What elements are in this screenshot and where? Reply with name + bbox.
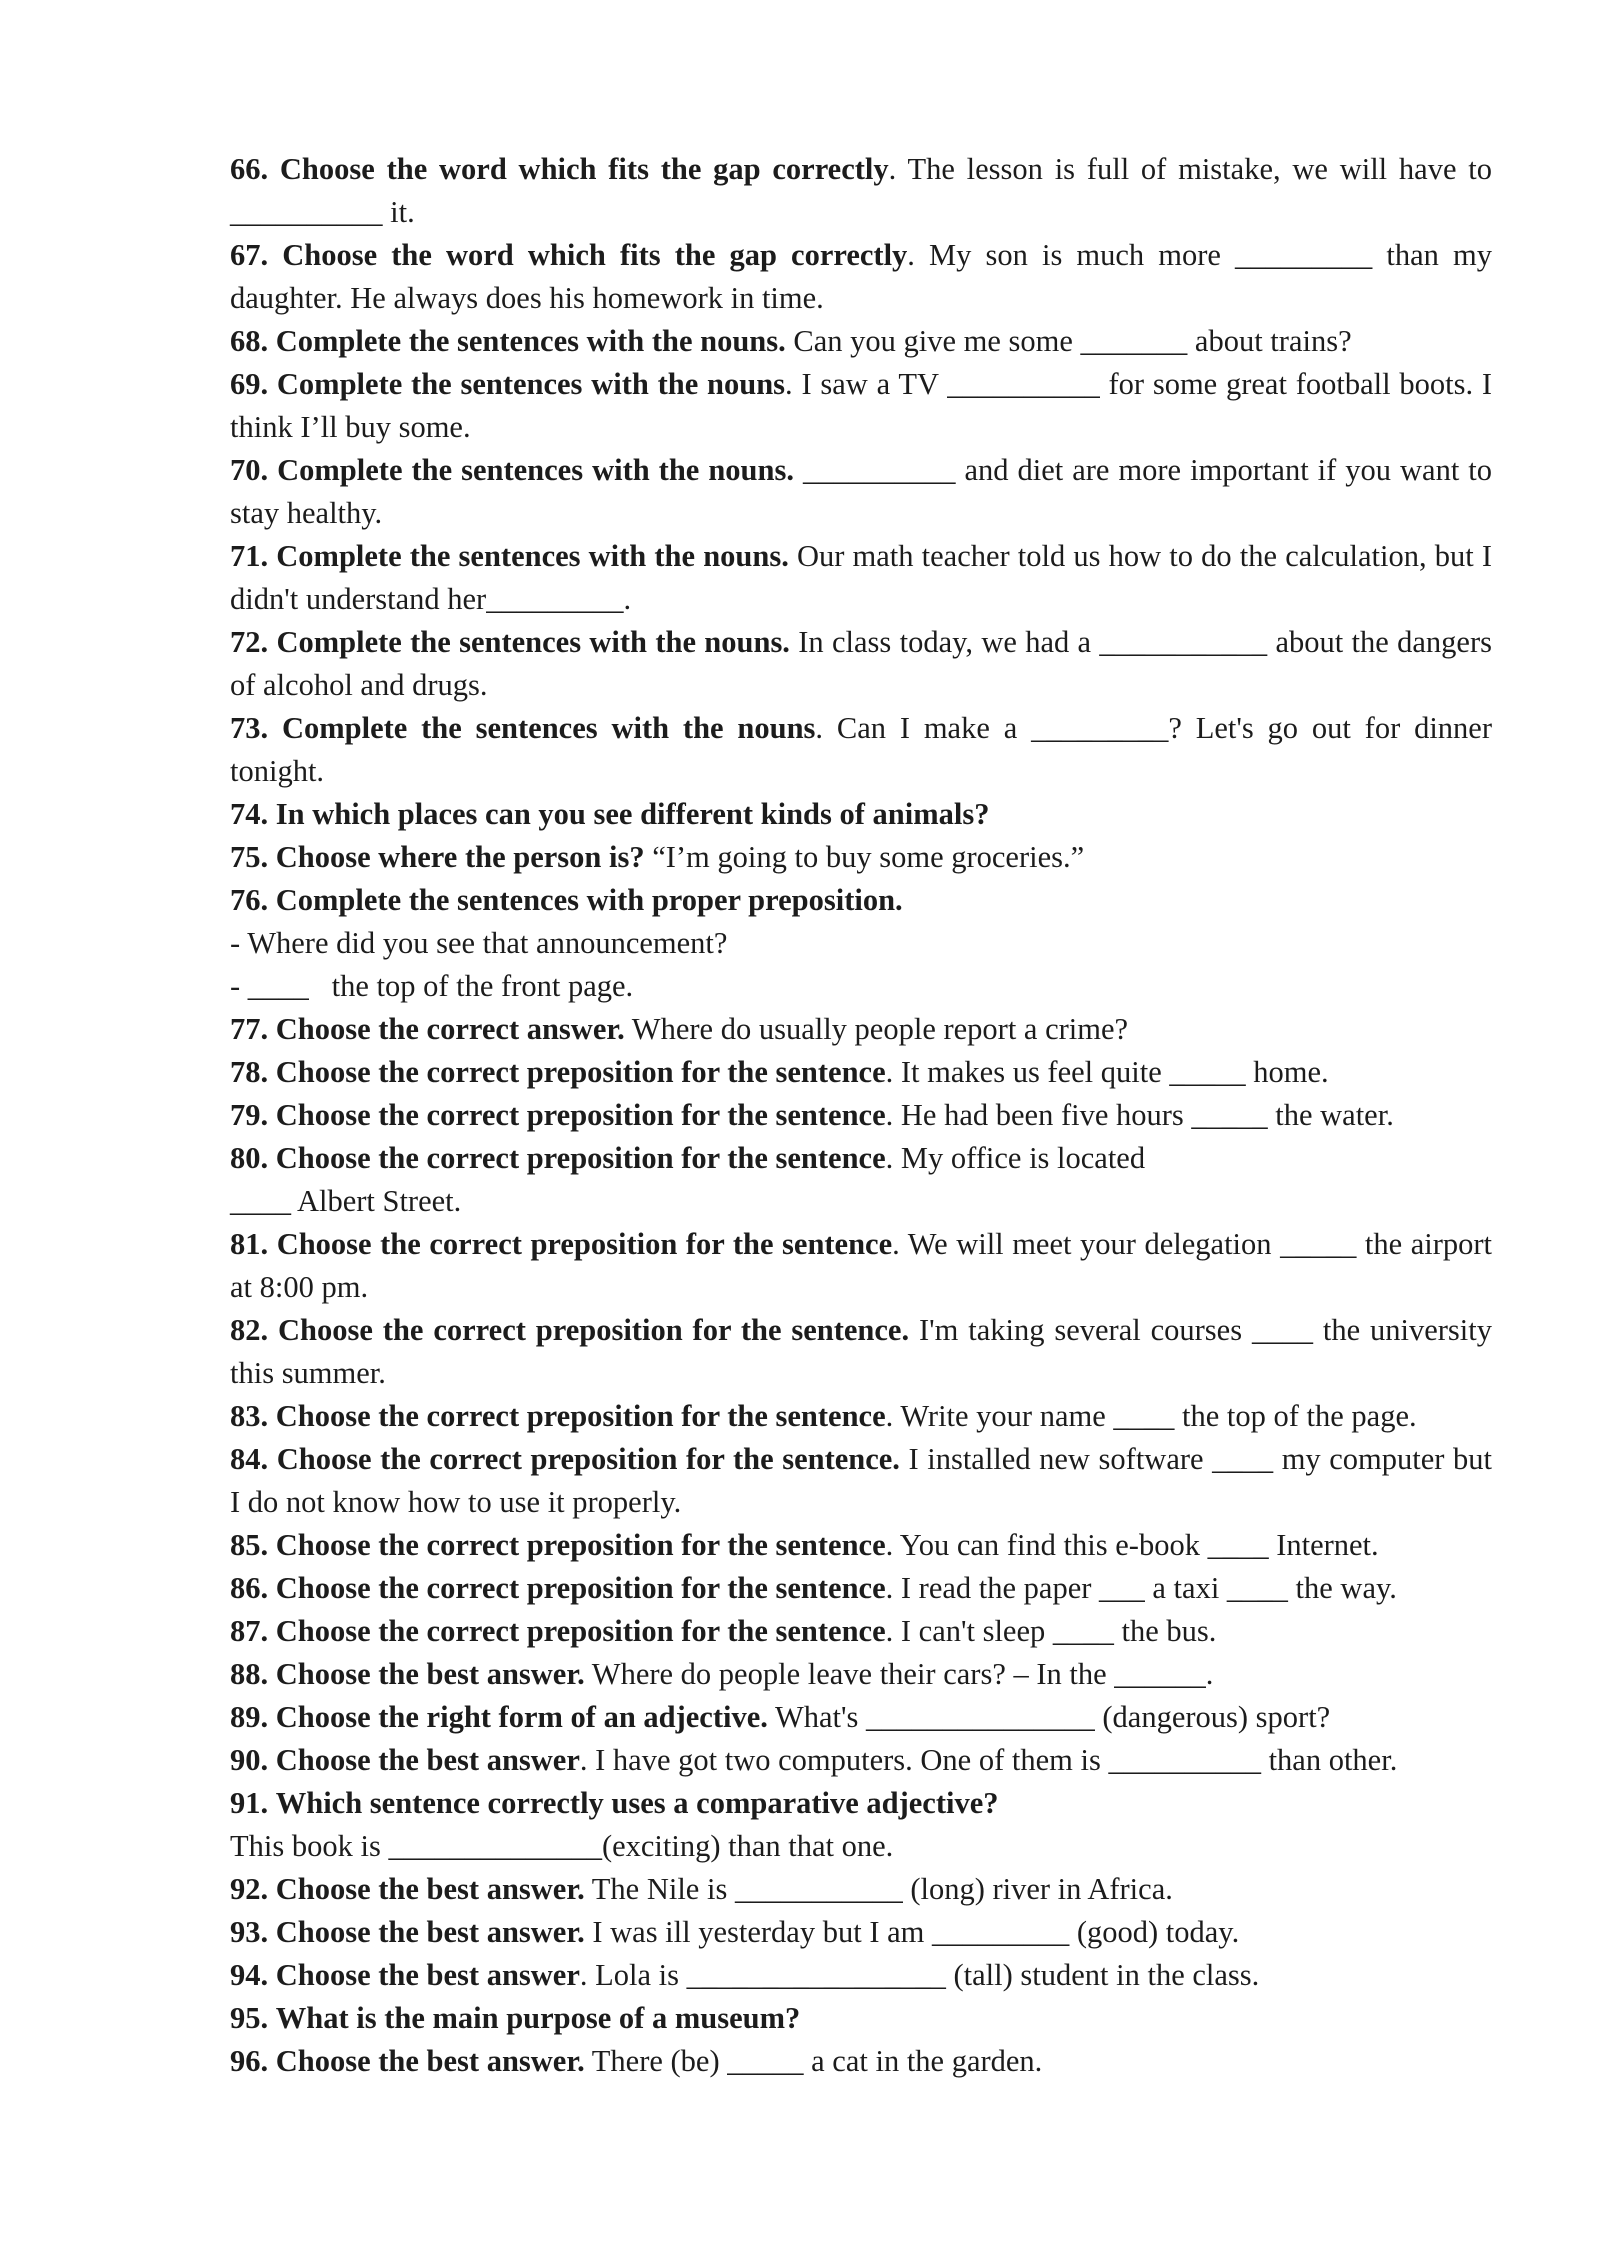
question-text: . I have got two computers. One of them is __________ than other. [579,1743,1398,1777]
question-number: 80. [230,1141,269,1175]
question-instruction: Choose the correct preposition for the sentence [275,1399,886,1433]
question-instruction: Choose the best answer [275,1743,580,1777]
question-number: 84. [230,1442,269,1476]
question-text: Our math teacher told us how to do the calculation, but I didn't understand her_________. [230,539,1493,616]
question-76-answer-line: - ____ the top of the front page. [230,969,634,1003]
question-text: . The lesson is full of mistake, we will have to __________ it. [230,152,1492,229]
question-number: 72. [230,625,269,659]
question-instruction: Choose the correct preposition for the sentence [275,1055,886,1089]
question-number: 94. [230,1958,269,1992]
question-text: . My son is much more _________ than my daughter. He always does his homework in time. [230,238,1492,315]
question-text: I installed new software ____ my computer but I do not know how to use it properly. [230,1442,1492,1519]
question-number: 69. [230,367,269,401]
question-instruction: Choose the best answer. [275,1915,585,1949]
question-text: I was ill yesterday but I am _________ (good) today. [584,1915,1240,1949]
question-text: . I can't sleep ____ the bus. [885,1614,1217,1648]
question-instruction: Choose where the person is? [275,840,645,874]
question-instruction: Choose the right form of an adjective. [275,1700,768,1734]
question-instruction: Choose the word which fits the gap correctly [279,152,889,186]
question-number: 73. [230,711,269,745]
question-number: 70. [230,453,269,487]
question-text: There (be) _____ a cat in the garden. [584,2044,1043,2078]
question-instruction: Choose the correct preposition for the sentence [275,1098,886,1132]
question-instruction: Complete the sentences with the nouns [281,711,816,745]
question-76 [230,879,1492,922]
question-number: 74. [230,797,269,831]
question-instruction: Complete the sentences with the nouns. [276,539,789,573]
question-instruction: Choose the correct answer. [275,1012,625,1046]
question-number: 86. [230,1571,269,1605]
question-instruction: Choose the correct preposition for the sentence. [278,1313,910,1347]
question-80 [230,1137,1492,1180]
question-70 [230,449,1492,535]
question-69 [230,363,1492,449]
question-text: Where do people leave their cars? – In the ______. [584,1657,1214,1691]
question-number: 87. [230,1614,269,1648]
question-number: 66. [230,152,269,186]
question-instruction: Choose the word which fits the gap correctly [282,238,908,272]
question-instruction: Choose the correct preposition for the sentence [276,1227,893,1261]
question-92 [230,1868,1492,1911]
question-93 [230,1911,1492,1954]
question-text: . Write your name ____ the top of the page. [885,1399,1417,1433]
question-number: 76. [230,883,269,917]
question-88 [230,1653,1492,1696]
question-76-prompt-line: - Where did you see that announcement? [230,926,728,960]
question-number: 78. [230,1055,269,1089]
question-instruction: Choose the best answer. [275,2044,585,2078]
question-number: 79. [230,1098,269,1132]
question-text: “I’m going to buy some groceries.” [644,840,1085,874]
question-instruction: Choose the best answer. [275,1657,585,1691]
question-instruction: In which places can you see different kinds of animals? [275,797,990,831]
question-text: Where do usually people report a crime? [624,1012,1129,1046]
question-75 [230,836,1492,879]
question-instruction: Complete the sentences with the nouns [276,367,786,401]
question-81 [230,1223,1492,1309]
question-86 [230,1567,1492,1610]
question-instruction: What is the main purpose of a museum? [275,2001,801,2035]
question-83 [230,1395,1492,1438]
question-instruction: Complete the sentences with the nouns. [277,453,794,487]
question-96 [230,2040,1492,2083]
question-number: 90. [230,1743,269,1777]
question-text: I'm taking several courses ____ the university this summer. [230,1313,1492,1390]
question-number: 83. [230,1399,269,1433]
question-85 [230,1524,1492,1567]
question-72 [230,621,1492,707]
question-89 [230,1696,1492,1739]
question-text: . Lola is _________________ (tall) student in the class. [579,1958,1260,1992]
question-text: . It makes us feel quite _____ home. [885,1055,1329,1089]
question-text: In class today, we had a ___________ about the dangers of alcohol and drugs. [230,625,1492,702]
question-74 [230,793,1492,836]
question-number: 92. [230,1872,269,1906]
question-84 [230,1438,1492,1524]
question-number: 93. [230,1915,269,1949]
question-instruction: Complete the sentences with the nouns. [275,324,786,358]
question-text: . I read the paper ___ a taxi ____ the way. [885,1571,1397,1605]
question-number: 85. [230,1528,269,1562]
question-number: 77. [230,1012,269,1046]
question-instruction: Choose the correct preposition for the sentence [275,1614,886,1648]
question-80-continuation: ____ Albert Street. [230,1184,462,1218]
question-text: The Nile is ___________ (long) river in Africa. [584,1872,1173,1906]
question-95 [230,1997,1492,2040]
worksheet-page [230,148,1492,2083]
question-87 [230,1610,1492,1653]
question-number: 95. [230,2001,269,2035]
question-68 [230,320,1492,363]
question-number: 75. [230,840,269,874]
question-instruction: Which sentence correctly uses a comparative adjective? [275,1786,999,1820]
question-number: 71. [230,539,269,573]
question-text: . We will meet your delegation _____ the airport at 8:00 pm. [230,1227,1492,1304]
question-instruction: Choose the correct preposition for the sentence. [276,1442,900,1476]
question-number: 67. [230,238,269,272]
question-77 [230,1008,1492,1051]
question-instruction: Choose the best answer. [275,1872,585,1906]
question-78 [230,1051,1492,1094]
question-instruction: Choose the correct preposition for the sentence [275,1141,886,1175]
question-67 [230,234,1492,320]
question-number: 88. [230,1657,269,1691]
question-instruction: Choose the best answer [275,1958,580,1992]
question-text: . He had been five hours _____ the water. [885,1098,1394,1132]
question-82 [230,1309,1492,1395]
question-91-sentence: This book is ______________(exciting) than that one. [230,1829,894,1863]
question-text: . Can I make a _________? Let's go out for dinner tonight. [230,711,1493,788]
question-instruction: Complete the sentences with the nouns. [276,625,790,659]
question-text: __________ and diet are more important if you want to stay healthy. [230,453,1493,530]
question-91 [230,1782,1492,1825]
question-text: . I saw a TV __________ for some great football boots. I think I’ll buy some. [230,367,1493,444]
question-number: 91. [230,1786,269,1820]
question-instruction: Choose the correct preposition for the sentence [275,1571,886,1605]
question-text: What's _______________ (dangerous) sport? [767,1700,1331,1734]
question-71 [230,535,1492,621]
question-text: . My office is located [885,1141,1146,1175]
question-66 [230,148,1492,234]
question-73 [230,707,1492,793]
question-instruction: Complete the sentences with proper preposition. [275,883,903,917]
question-94 [230,1954,1492,1997]
question-text: . You can find this e-book ____ Internet. [885,1528,1379,1562]
question-instruction: Choose the correct preposition for the sentence [275,1528,886,1562]
question-79 [230,1094,1492,1137]
question-number: 89. [230,1700,269,1734]
question-text: Can you give me some _______ about trains? [785,324,1352,358]
question-number: 81. [230,1227,269,1261]
question-number: 68. [230,324,269,358]
question-number: 96. [230,2044,269,2078]
question-number: 82. [230,1313,269,1347]
question-90 [230,1739,1492,1782]
